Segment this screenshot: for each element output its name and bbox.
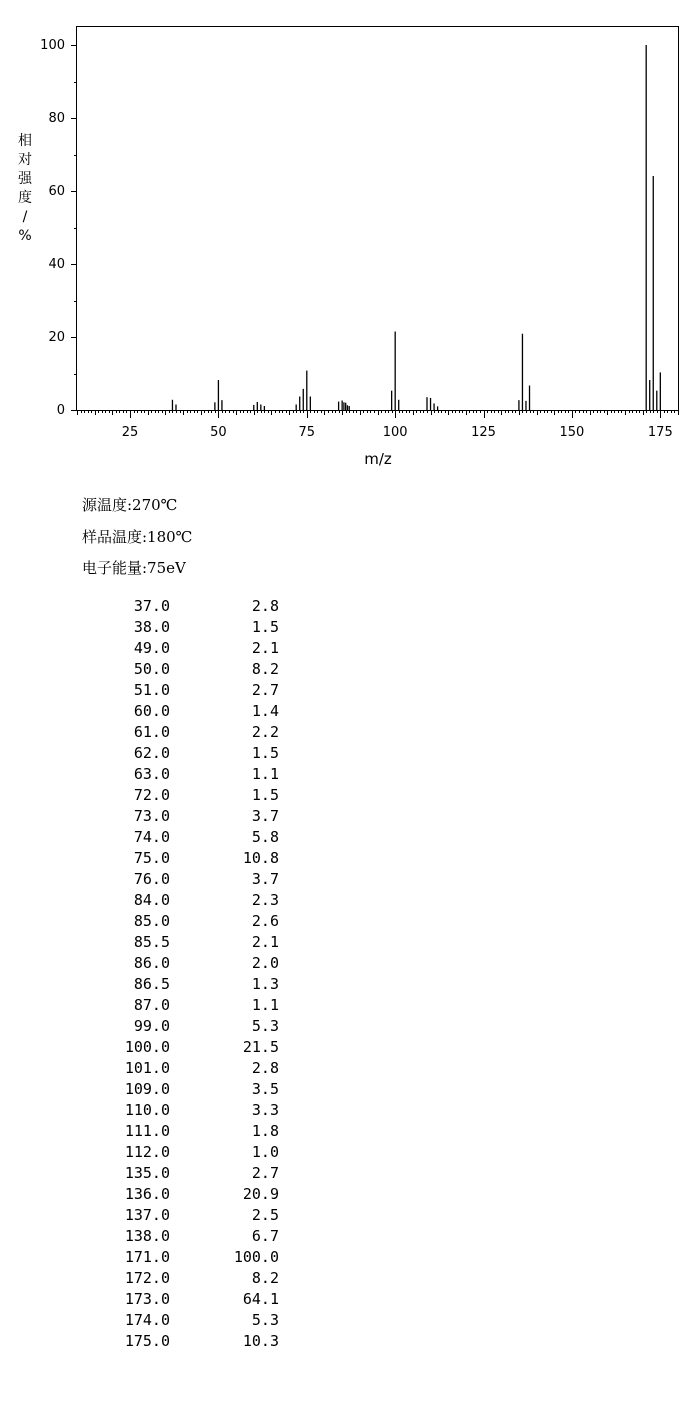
electron-energy: 电子能量:75eV — [82, 559, 186, 577]
peak-intensity-cell: 1.8 — [251, 1122, 279, 1140]
peak-mz-cell: 135.0 — [124, 1164, 170, 1182]
peak-intensity-cell: 3.5 — [251, 1080, 279, 1098]
peak-intensity-cell: 2.1 — [251, 639, 279, 657]
peak-mz-cell: 49.0 — [133, 639, 170, 657]
table-row — [100, 974, 279, 995]
peak-list-table — [100, 596, 279, 1352]
peak-intensity-cell: 64.1 — [242, 1290, 279, 1308]
table-row — [100, 1184, 279, 1205]
peak-mz-cell: 51.0 — [133, 681, 170, 699]
peak-intensity-cell: 1.4 — [251, 702, 279, 720]
peak-intensity-cell: 2.8 — [251, 1059, 279, 1077]
peak-mz-cell: 175.0 — [124, 1332, 170, 1350]
table-row — [100, 1205, 279, 1226]
peak-mz-cell: 85.5 — [133, 933, 170, 951]
peak-intensity-cell: 5.3 — [251, 1311, 279, 1329]
x-tick-label: 75 — [298, 425, 316, 440]
peak-mz-cell: 63.0 — [133, 765, 170, 783]
peak-intensity-cell: 2.1 — [251, 933, 279, 951]
table-row — [100, 785, 279, 806]
table-row — [100, 1289, 279, 1310]
table-row — [100, 869, 279, 890]
table-row — [100, 638, 279, 659]
peak-mz-cell: 60.0 — [133, 702, 170, 720]
peak-mz-cell: 74.0 — [133, 828, 170, 846]
peak-intensity-cell: 1.5 — [251, 786, 279, 804]
peak-mz-cell: 84.0 — [133, 891, 170, 909]
table-row — [100, 1121, 279, 1142]
peak-mz-cell: 62.0 — [133, 744, 170, 762]
peak-mz-cell: 138.0 — [124, 1227, 170, 1245]
peak-intensity-cell: 1.5 — [251, 744, 279, 762]
table-row — [100, 596, 279, 617]
plot-frame — [77, 27, 679, 411]
x-axis — [78, 410, 679, 440]
y-axis-label-char: % — [18, 228, 32, 244]
table-row — [100, 743, 279, 764]
table-row — [100, 1226, 279, 1247]
table-row — [100, 890, 279, 911]
acquisition-conditions — [82, 494, 192, 589]
peak-mz-cell: 87.0 — [133, 996, 170, 1014]
y-axis-label-char: 强 — [18, 171, 32, 187]
peak-mz-cell: 111.0 — [124, 1122, 170, 1140]
table-row — [100, 953, 279, 974]
peak-intensity-cell: 1.1 — [251, 765, 279, 783]
y-axis — [40, 38, 77, 418]
table-row — [100, 617, 279, 638]
peak-intensity-cell: 3.3 — [251, 1101, 279, 1119]
peak-mz-cell: 100.0 — [124, 1038, 170, 1056]
table-row — [100, 1058, 279, 1079]
peak-intensity-cell: 100.0 — [233, 1248, 279, 1266]
peak-intensity-cell: 2.0 — [251, 954, 279, 972]
table-row — [100, 701, 279, 722]
peak-mz-cell: 174.0 — [124, 1311, 170, 1329]
peak-intensity-cell: 10.8 — [242, 849, 279, 867]
peak-intensity-cell: 3.7 — [251, 870, 279, 888]
source-temperature: 源温度:270℃ — [82, 496, 178, 514]
peak-intensity-cell: 1.3 — [251, 975, 279, 993]
table-row — [100, 1331, 279, 1352]
x-tick-label: 100 — [382, 425, 408, 440]
table-row — [100, 1142, 279, 1163]
mass-spectrum-chart — [0, 0, 687, 480]
y-axis-label-char: 度 — [18, 190, 32, 206]
peak-intensity-cell: 2.8 — [251, 597, 279, 615]
x-axis-label: m/z — [364, 450, 392, 468]
x-tick-label: 150 — [559, 425, 585, 440]
peak-intensity-cell: 2.6 — [251, 912, 279, 930]
peak-intensity-cell: 20.9 — [242, 1185, 279, 1203]
peak-mz-cell: 75.0 — [133, 849, 170, 867]
peak-intensity-cell: 5.3 — [251, 1017, 279, 1035]
x-tick-label: 50 — [210, 425, 227, 440]
peak-intensity-cell: 1.0 — [251, 1143, 279, 1161]
table-row — [100, 827, 279, 848]
peak-intensity-cell: 2.7 — [251, 1164, 279, 1182]
x-tick-label: 125 — [471, 425, 496, 440]
table-row — [100, 806, 279, 827]
y-tick-label: 40 — [48, 257, 65, 272]
table-row — [100, 1268, 279, 1289]
peak-mz-cell: 61.0 — [133, 723, 170, 741]
table-row — [100, 932, 279, 953]
table-row — [100, 1037, 279, 1058]
peak-mz-cell: 171.0 — [124, 1248, 170, 1266]
table-row — [100, 1247, 279, 1268]
table-row — [100, 848, 279, 869]
peak-intensity-cell: 2.5 — [251, 1206, 279, 1224]
peak-intensity-cell: 3.7 — [251, 807, 279, 825]
peak-mz-cell: 73.0 — [133, 807, 170, 825]
table-row — [100, 1079, 279, 1100]
peak-mz-cell: 173.0 — [124, 1290, 170, 1308]
peak-mz-cell: 72.0 — [133, 786, 170, 804]
table-row — [100, 1163, 279, 1184]
peak-intensity-cell: 2.3 — [251, 891, 279, 909]
y-axis-label — [18, 132, 33, 244]
y-tick-label: 0 — [56, 403, 65, 418]
y-tick-label: 100 — [40, 38, 65, 53]
x-tick-label: 25 — [121, 425, 139, 440]
peak-mz-cell: 86.0 — [133, 954, 170, 972]
y-axis-label-char: 相 — [18, 133, 32, 149]
y-tick-label: 60 — [48, 184, 65, 199]
table-row — [100, 1100, 279, 1121]
peak-mz-cell: 38.0 — [133, 618, 170, 636]
table-row — [100, 764, 279, 785]
peak-intensity-cell: 1.1 — [251, 996, 279, 1014]
peak-mz-cell: 172.0 — [124, 1269, 170, 1287]
peak-mz-cell: 86.5 — [133, 975, 170, 993]
y-tick-label: 80 — [48, 111, 65, 126]
peak-mz-cell: 109.0 — [124, 1080, 170, 1098]
peak-intensity-cell: 8.2 — [251, 660, 279, 678]
peak-mz-cell: 99.0 — [133, 1017, 170, 1035]
peak-mz-cell: 101.0 — [124, 1059, 170, 1077]
peak-mz-cell: 76.0 — [133, 870, 170, 888]
peak-mz-cell: 110.0 — [124, 1101, 170, 1119]
peak-mz-cell: 137.0 — [124, 1206, 170, 1224]
table-row — [100, 995, 279, 1016]
y-axis-label-char: 对 — [18, 152, 32, 168]
peak-intensity-cell: 1.5 — [251, 618, 279, 636]
table-row — [100, 1016, 279, 1037]
peak-mz-cell: 112.0 — [124, 1143, 170, 1161]
x-tick-label: 175 — [647, 425, 673, 440]
table-row — [100, 911, 279, 932]
y-tick-label: 20 — [48, 330, 65, 345]
peak-intensity-cell: 5.8 — [251, 828, 279, 846]
peak-mz-cell: 136.0 — [124, 1185, 170, 1203]
peak-intensity-cell: 2.7 — [251, 681, 279, 699]
sample-temperature: 样品温度:180℃ — [82, 527, 193, 546]
peak-mz-cell: 37.0 — [133, 597, 170, 615]
peak-intensity-cell: 21.5 — [242, 1038, 279, 1056]
table-row — [100, 1310, 279, 1331]
peak-intensity-cell: 6.7 — [251, 1227, 279, 1245]
peak-intensity-cell: 10.3 — [242, 1332, 279, 1350]
table-row — [100, 680, 279, 701]
spectrum-peaks — [172, 45, 660, 410]
peak-intensity-cell: 2.2 — [251, 723, 279, 741]
table-row — [100, 722, 279, 743]
peak-mz-cell: 85.0 — [133, 912, 170, 930]
table-row — [100, 659, 279, 680]
y-axis-label-char: / — [22, 209, 28, 225]
peak-intensity-cell: 8.2 — [251, 1269, 279, 1287]
peak-mz-cell: 50.0 — [133, 660, 170, 678]
